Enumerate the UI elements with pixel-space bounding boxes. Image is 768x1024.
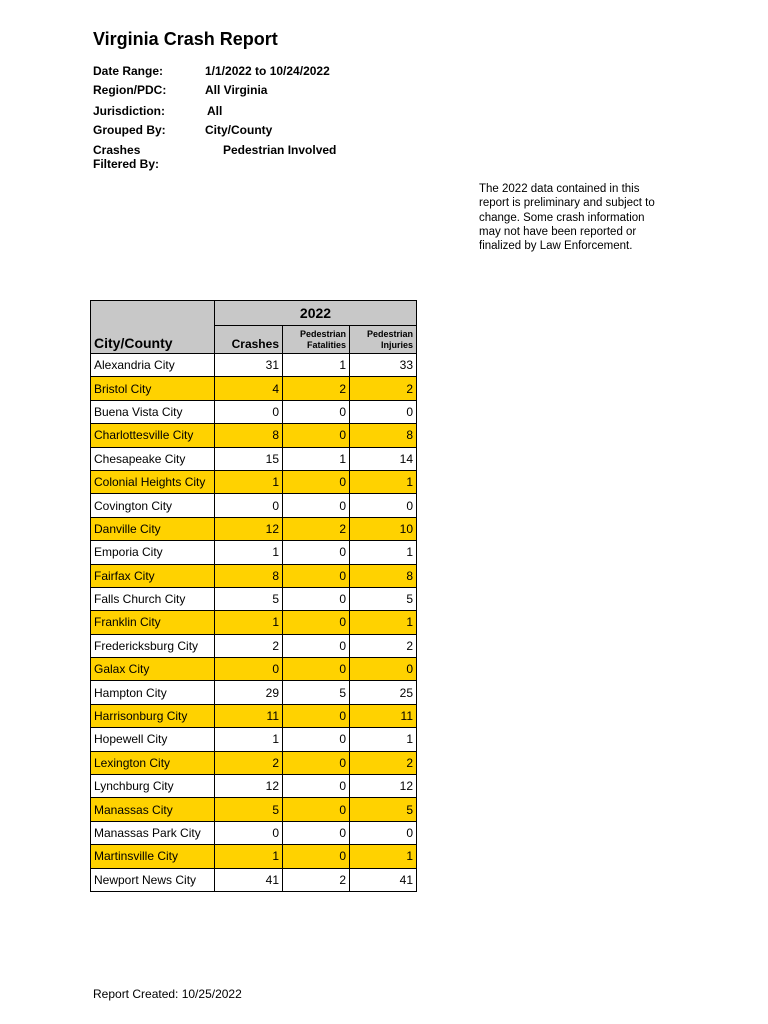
report-title: Virginia Crash Report [93, 29, 278, 49]
crashes-cell: 2 [215, 751, 283, 774]
crashes-column-header: Crashes [215, 326, 283, 354]
injuries-cell: 0 [350, 658, 417, 681]
fatalities-cell: 0 [283, 541, 350, 564]
meta-label: Jurisdiction: [93, 104, 166, 118]
crashes-cell: 41 [215, 868, 283, 891]
fatalities-cell: 2 [283, 377, 350, 400]
table-row [91, 681, 417, 704]
injuries-cell: 41 [350, 868, 417, 891]
injuries-column-header: Pedestrian Injuries [350, 326, 417, 354]
fatalities-cell: 0 [283, 751, 350, 774]
meta-value: 1/1/2022 to 10/24/2022 [205, 64, 330, 78]
city-cell: Manassas City [91, 798, 215, 821]
table-row [91, 424, 417, 447]
city-cell: Colonial Heights City [91, 470, 215, 493]
fatalities-cell: 2 [283, 517, 350, 540]
crashes-cell: 4 [215, 377, 283, 400]
table-row [91, 658, 417, 681]
fatalities-cell: 0 [283, 400, 350, 423]
crashes-cell: 0 [215, 821, 283, 844]
table-body [91, 354, 417, 892]
crashes-cell: 5 [215, 587, 283, 610]
city-cell: Manassas Park City [91, 821, 215, 844]
table-row [91, 400, 417, 423]
city-cell: Fredericksburg City [91, 634, 215, 657]
fatalities-cell: 0 [283, 821, 350, 844]
city-cell: Lexington City [91, 751, 215, 774]
report-created: Report Created: 10/25/2022 [93, 987, 242, 1001]
city-cell: Covington City [91, 494, 215, 517]
crashes-cell: 11 [215, 704, 283, 727]
meta-label: Grouped By: [93, 123, 166, 137]
meta-value: All [207, 104, 223, 118]
fatalities-cell: 0 [283, 775, 350, 798]
table-row [91, 541, 417, 564]
fatalities-cell: 0 [283, 798, 350, 821]
table-row [91, 751, 417, 774]
city-cell: Hopewell City [91, 728, 215, 751]
injuries-cell: 1 [350, 470, 417, 493]
city-cell: Falls Church City [91, 587, 215, 610]
fatalities-cell: 0 [283, 587, 350, 610]
city-cell: Galax City [91, 658, 215, 681]
city-cell: Lynchburg City [91, 775, 215, 798]
fatalities-cell: 1 [283, 447, 350, 470]
table-row [91, 845, 417, 868]
table-row [91, 775, 417, 798]
preliminary-data-note: The 2022 data contained in this report is preliminary and subject to change. Some crash information may not have been reported or finalized by Law Enforcement. [479, 183, 655, 253]
injuries-cell: 0 [350, 821, 417, 844]
crashes-cell: 1 [215, 845, 283, 868]
crashes-cell: 1 [215, 470, 283, 493]
meta-value: All Virginia [205, 83, 268, 97]
injuries-cell: 2 [350, 377, 417, 400]
meta-value: Pedestrian Involved [223, 143, 337, 157]
injuries-cell: 1 [350, 541, 417, 564]
fatalities-cell: 0 [283, 611, 350, 634]
table-row [91, 564, 417, 587]
injuries-cell: 2 [350, 634, 417, 657]
crashes-cell: 8 [215, 424, 283, 447]
injuries-cell: 8 [350, 564, 417, 587]
fatalities-cell: 2 [283, 868, 350, 891]
crashes-cell: 1 [215, 611, 283, 634]
fatalities-cell: 5 [283, 681, 350, 704]
table-row [91, 377, 417, 400]
crashes-cell: 0 [215, 400, 283, 423]
fatalities-cell: 0 [283, 634, 350, 657]
injuries-cell: 10 [350, 517, 417, 540]
fatalities-cell: 0 [283, 564, 350, 587]
crashes-cell: 31 [215, 354, 283, 377]
injuries-cell: 33 [350, 354, 417, 377]
meta-label: Date Range: [93, 64, 164, 78]
fatalities-cell: 0 [283, 728, 350, 751]
table-row [91, 494, 417, 517]
injuries-cell: 0 [350, 494, 417, 517]
fatalities-cell: 1 [283, 354, 350, 377]
crashes-cell: 15 [215, 447, 283, 470]
injuries-cell: 1 [350, 728, 417, 751]
injuries-cell: 12 [350, 775, 417, 798]
table-row [91, 354, 417, 377]
injuries-cell: 25 [350, 681, 417, 704]
fatalities-cell: 0 [283, 704, 350, 727]
crashes-cell: 0 [215, 494, 283, 517]
city-cell: Danville City [91, 517, 215, 540]
crash-table [90, 300, 417, 892]
city-cell: Harrisonburg City [91, 704, 215, 727]
city-cell: Emporia City [91, 541, 215, 564]
fatalities-cell: 0 [283, 424, 350, 447]
fatalities-cell: 0 [283, 845, 350, 868]
injuries-cell: 1 [350, 845, 417, 868]
crashes-cell: 8 [215, 564, 283, 587]
injuries-cell: 5 [350, 798, 417, 821]
injuries-cell: 1 [350, 611, 417, 634]
city-cell: Martinsville City [91, 845, 215, 868]
city-cell: Chesapeake City [91, 447, 215, 470]
city-cell: Hampton City [91, 681, 215, 704]
injuries-cell: 2 [350, 751, 417, 774]
table-row [91, 798, 417, 821]
meta-value: City/County [205, 123, 273, 137]
fatalities-column-header: Pedestrian Fatalities [283, 326, 350, 354]
year-header: 2022 [215, 301, 417, 326]
city-cell: Bristol City [91, 377, 215, 400]
injuries-cell: 14 [350, 447, 417, 470]
crashes-cell: 12 [215, 517, 283, 540]
injuries-cell: 5 [350, 587, 417, 610]
table-row [91, 611, 417, 634]
meta-label: Region/PDC: [93, 83, 167, 97]
injuries-cell: 0 [350, 400, 417, 423]
table-row [91, 821, 417, 844]
city-cell: Alexandria City [91, 354, 215, 377]
table-row [91, 517, 417, 540]
table-row [91, 868, 417, 891]
table-row [91, 447, 417, 470]
table-row [91, 704, 417, 727]
city-cell: Franklin City [91, 611, 215, 634]
table-row [91, 728, 417, 751]
city-cell: Fairfax City [91, 564, 215, 587]
city-cell: Newport News City [91, 868, 215, 891]
table-row [91, 634, 417, 657]
fatalities-cell: 0 [283, 470, 350, 493]
crashes-cell: 5 [215, 798, 283, 821]
table-row [91, 587, 417, 610]
crashes-cell: 1 [215, 728, 283, 751]
city-column-header: City/County [91, 326, 215, 354]
crashes-cell: 2 [215, 634, 283, 657]
crashes-cell: 29 [215, 681, 283, 704]
crashes-cell: 0 [215, 658, 283, 681]
crashes-cell: 12 [215, 775, 283, 798]
meta-label: Crashes Filtered By: [93, 143, 160, 171]
city-cell: Charlottesville City [91, 424, 215, 447]
injuries-cell: 11 [350, 704, 417, 727]
crashes-cell: 1 [215, 541, 283, 564]
injuries-cell: 8 [350, 424, 417, 447]
table-header-corner [91, 301, 215, 326]
fatalities-cell: 0 [283, 494, 350, 517]
fatalities-cell: 0 [283, 658, 350, 681]
city-cell: Buena Vista City [91, 400, 215, 423]
table-row [91, 470, 417, 493]
